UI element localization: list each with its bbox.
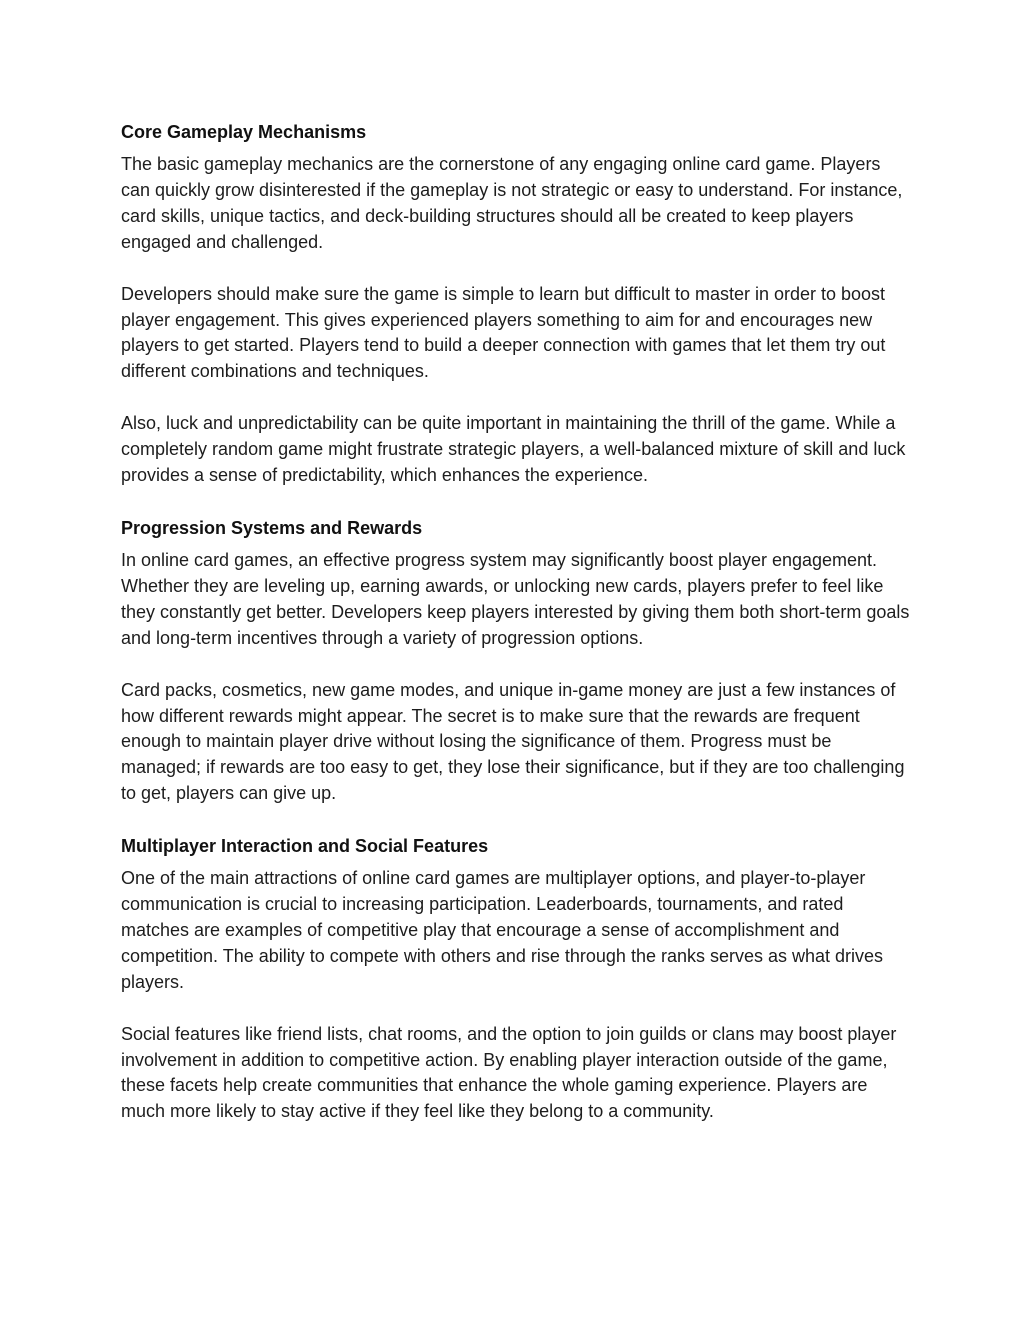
paragraph: The basic gameplay mechanics are the cornerstone of any engaging online card game. Players can quickly grow disinterested if the gameplay is not strategic or easy to understand. For instance, card skills, unique tactics, and deck-building structures should all be created to keep players engaged and challenged.	[121, 154, 903, 252]
paragraph: In online card games, an effective progress system may significantly boost player engagement. Whether they are leveling up, earning awards, or unlocking new cards, players prefer to feel like they constantly get better. Developers keep players interested by giving them both short-term goals and long-term incentives through a variety of progression options.	[121, 549, 910, 648]
paragraph: Also, luck and unpredictability can be quite important in maintaining the thrill of the game. While a completely random game might frustrate strategic players, a well-balanced mixture of skill and luck provides a sense of predictability, which enhances the experience.	[121, 413, 906, 486]
paragraph: One of the main attractions of online card games are multiplayer options, and player-to-player communication is crucial to increasing participation. Leaderboards, tournaments, and rated matches are examples of competitive play that encourage a sense of accomplishment and competition. The ability to compete with others and rise through the ranks serves as what drives players.	[121, 868, 884, 992]
paragraph: Social features like friend lists, chat rooms, and the option to join guilds or clans may boost player involvement in addition to competitive action. By enabling player interaction outside of the game, these facets help create communities that enhance the whole gaming experience. Players are much more likely to stay active if they feel like they belong to a community.	[121, 1023, 897, 1122]
section-heading-core-gameplay: Core Gameplay Mechanisms	[121, 122, 367, 142]
paragraph: Card packs, cosmetics, new game modes, and unique in-game money are just a few instances of how different rewards might appear. The secret is to make sure that the rewards are frequent enough to maintain player drive without losing the significance of them. Progress must be managed; if rewards are too easy to get, they lose their significance, but if they are too challenging to get, players can give up.	[121, 679, 905, 804]
section-heading-multiplayer: Multiplayer Interaction and Social Features	[121, 836, 489, 857]
section-heading-progression: Progression Systems and Rewards	[121, 517, 423, 538]
paragraph: Developers should make sure the game is simple to learn but difficult to master in order to boost player engagement. This gives experienced players something to aim for and encourages new players to get started. Players tend to build a deeper connection with games that let them try out different combinations and techniques.	[121, 283, 886, 382]
